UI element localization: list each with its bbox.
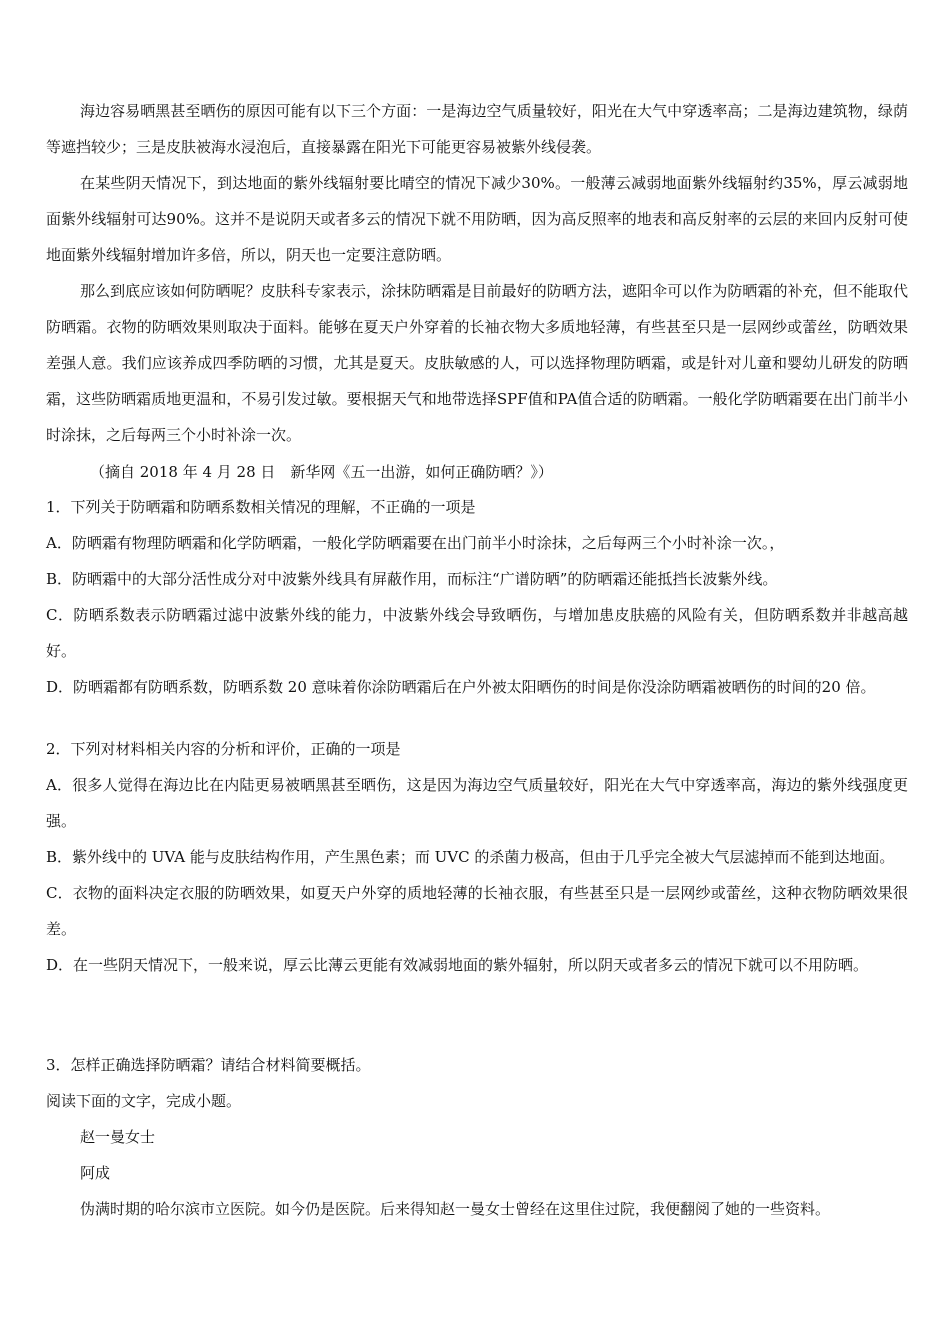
question-1-option-a: A．防晒霜有物理防晒霜和化学防晒霜，一般化学防晒霜要在出门前半小时涂抹，之后每两三个小时补涂一次。， [46,534,785,552]
question-1-option-d: D．防晒霜都有防晒系数，防晒系数 20 意味着你涂防晒霜后在户外被太阳晒伤的时间是你没涂防晒霜被晒伤的时间的20 倍。 [46,678,876,696]
question-1-stem: 1．下列关于防晒霜和防晒系数相关情况的理解，不正确的一项是 [46,498,476,516]
article-body [46,93,908,453]
article-paragraph-2: 在某些阴天情况下，到达地面的紫外线辐射要比晴空的情况下减少30%。一般薄云减弱地面紫外线辐射约35%，厚云减弱地面紫外线辐射可达90%。这并不是说阴天或者多云的情况下就不用防晒，因为高反照率的地表和高反射率的云层的来回内反射可使地面紫外线辐射增加许多倍，所以，阴天也一定要注意防晒。 [46,174,908,264]
question-2 [46,731,908,983]
reading-title: 赵一曼女士 [80,1128,156,1146]
reading-author: 阿成 [80,1164,111,1182]
question-3-stem: 3．怎样正确选择防晒霜？请结合材料简要概括。 [46,1056,371,1074]
reading-section [46,1083,908,1227]
article-paragraph-3: 那么到底应该如何防晒呢？皮肤科专家表示，涂抹防晒霜是目前最好的防晒方法，遮阳伞可以作为防晒霜的补充，但不能取代防晒霜。衣物的防晒效果则取决于面料。能够在夏天户外穿着的长袖衣物大多质地轻薄，有些甚至只是一层网纱或蕾丝，防晒效果差强人意。我们应该养成四季防晒的习惯，尤其是夏天。皮肤敏感的人，可以选择物理防晒霜，或是针对儿童和婴幼儿研发的防晒霜，这些防晒霜质地更温和，不易引发过敏。要根据天气和地带选择SPF值和PA值合适的防晒霜。一般化学防晒霜要在出门前半小时涂抹，之后每两三个小时补涂一次。 [46,282,908,444]
question-1-option-c: C．防晒系数表示防晒霜过滤中波紫外线的能力，中波紫外线会导致晒伤，与增加患皮肤癌的风险有关，但防晒系数并非越高越好。 [46,606,908,660]
reading-instruction: 阅读下面的文字，完成小题。 [46,1092,242,1110]
source-citation-block [46,455,908,489]
question-2-option-a: A．很多人觉得在海边比在内陆更易被晒黑甚至晒伤，这是因为海边空气质量较好，阳光在大气中穿透率高，海边的紫外线强度更强。 [46,776,908,830]
question-2-option-c: C．衣物的面料决定衣服的防晒效果，如夏天户外穿的质地轻薄的长袖衣服，有些甚至只是一层网纱或蕾丝，这种衣物防晒效果很差。 [46,884,908,938]
question-1 [46,489,908,705]
question-2-stem: 2．下列对材料相关内容的分析和评价，正确的一项是 [46,740,401,758]
question-2-option-b: B．紫外线中的 UVA 能与皮肤结构作用，产生黑色素；而 UVC 的杀菌力极高，但由于几乎完全被大气层滤掉而不能到达地面。 [46,848,895,866]
question-1-option-b: B．防晒霜中的大部分活性成分对中波紫外线具有屏蔽作用，而标注“广谱防晒”的防晒霜还能抵挡长波紫外线。 [46,570,778,588]
article-paragraph-1: 海边容易晒黑甚至晒伤的原因可能有以下三个方面：一是海边空气质量较好，阳光在大气中穿透率高；二是海边建筑物，绿荫等遮挡较少；三是皮肤被海水浸泡后，直接暴露在阳光下可能更容易被紫外线侵袭。 [46,102,908,156]
source-citation: （摘自 2018 年 4 月 28 日 新华网《五一出游，如何正确防晒？》） [90,463,553,481]
question-3 [46,1047,908,1083]
reading-first-line: 伪满时期的哈尔滨市立医院。如今仍是医院。后来得知赵一曼女士曾经在这里住过院，我便翻阅了她的一些资料。 [80,1200,831,1218]
question-2-option-d: D．在一些阴天情况下，一般来说，厚云比薄云更能有效减弱地面的紫外辐射，所以阴天或者多云的情况下就可以不用防晒。 [46,956,869,974]
